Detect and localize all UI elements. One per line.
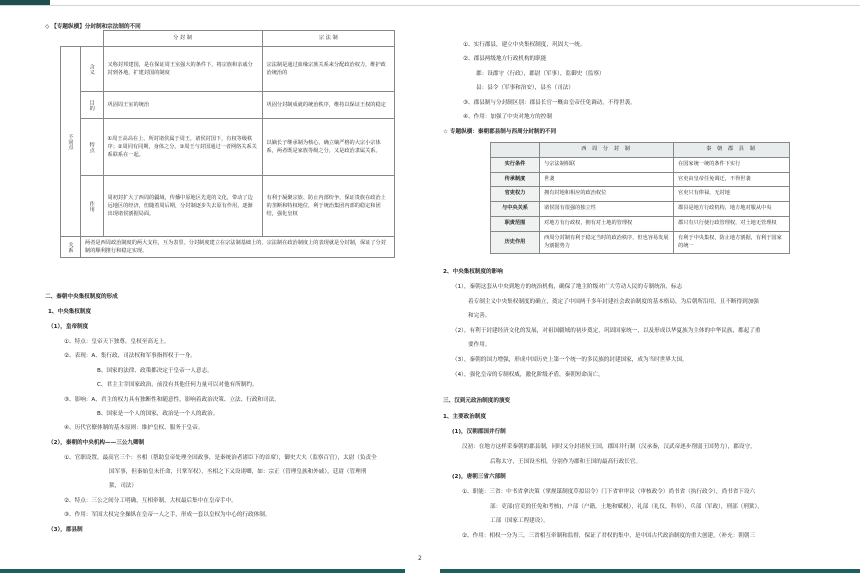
subsection-heading: （1），皇帝制度: [48, 324, 89, 330]
t2-cell: 西周分封制有利于稳定当时的政治秩序，但也容易发展为割据势力: [540, 231, 674, 254]
text-line: 县：县令（军事和治安），县丞（司法）: [476, 85, 574, 91]
page-number: 2: [418, 555, 422, 562]
text-line: （1），秦朝这套从中央到地方的统治机构，确保了地主阶级对广大劳动人民的专制统治，标志: [452, 284, 683, 290]
subsection-heading: 1、中央集权制度: [48, 309, 92, 315]
text-line: 郡：设郡守（行政），郡尉（军事），监御史（监察）: [476, 71, 605, 77]
t2-cell: 与宗法制相联: [540, 157, 674, 172]
text-line: ②、特点：三公之间分工明确，互相牵制，大权最后集中在皇帝手中。: [64, 498, 237, 504]
junxian-fengjian-table: [490, 142, 790, 254]
table2-title: ☆ 专题纵横：秦朝郡县制与西周分封制的不同: [443, 129, 557, 135]
text-line: 要作用。: [468, 342, 491, 348]
fengjian-zongfa-table: [60, 30, 395, 258]
t1-cell: 巩固分封制成就的统治秩序，维持以保证王权的稳定: [262, 92, 395, 119]
subsection-heading: 1、主要政治制度: [443, 414, 487, 420]
t1-cell: ①周王高高在上，所封诸侯属于周王，诸侯封国下，有权等级秩序；②周同有同期，身体之分。③周王与封国通过一者网络关系关系联系在一起。: [103, 119, 262, 176]
t2-cell: 诸侯国有很强的独立性: [540, 202, 674, 217]
subsection-heading: （2），秦朝的中央机构——三公九卿制: [48, 440, 145, 446]
t2-cell: 郡只有只行使行政管理权，对土地无管理权: [674, 216, 790, 231]
t1-cell: 巩固周王室的统治: [103, 92, 262, 119]
t1-last-cell: 两者是西周政治制度的两大支柱，互为表里。分封制度建立在宗法制基础上的，宗法制在政治制度上的表现就是分封制，保证了分封制的顺利推行和稳定实现。: [81, 237, 395, 258]
t2-head-a: 西 周 分 封 制: [540, 143, 674, 158]
top-header-bar: [0, 0, 860, 16]
text-line: 后称太守，王国设丞相，分别作为郡和王国的最高行政长官。: [490, 459, 642, 465]
t1-row-label: 作用: [81, 176, 104, 237]
bottom-footer-bar: [0, 569, 860, 575]
text-line: ①、实行郡县，建立中央集权制度，巩固大一统。: [463, 42, 586, 48]
footer-bar-left: [0, 569, 405, 573]
text-line: ②、作用：相权一分为三，三省相互牵制和监督，保证了君权的集中，是中国古代政治制度的重大创建，（补充：朝朝三: [462, 533, 756, 539]
text-line: 着专制主义中央集权制度的确立，奠定了中国两千多年封建社会政治制度的基本格局，为后朝所沿用，且不断得到加强: [468, 299, 759, 305]
subsection-heading: 2、中央集权制度的影响: [443, 269, 503, 275]
text-line: B、国家的法律、政策都决定于皇帝一人意志。: [97, 368, 213, 374]
t1-row-label: 目的: [81, 92, 104, 119]
text-line: 和完善。: [468, 313, 491, 319]
t2-cell: 官吏由皇帝任免调迁，不得世袭: [674, 172, 790, 187]
subsection-heading: （3），郡县制: [48, 527, 83, 533]
text-line: B、国家是一个人的国家，政治是一个人的政治。: [97, 411, 219, 417]
t1-cell: 以嫡长子继承制为核心，确立嫡严格的大宗小宗体系，两者既是家族等级之分，又是政治隶属关系。: [262, 119, 395, 176]
t2-cell: 郡县是地方行政机构，地方地对服从中央: [674, 202, 790, 217]
t2-cell: 拥有封地和相应的政治权位: [540, 187, 674, 202]
t2-row-label: 与中央关系: [491, 202, 540, 217]
t1-row-label: 含义: [81, 47, 104, 92]
text-line: 工部（国家工程建设）。: [490, 518, 549, 524]
text-line: 狱，司法）: [109, 483, 137, 489]
t2-row-label: 实行条件: [491, 157, 540, 172]
t1-cell: 宗法制是通过血缘宗族关系来分配政治权力，维护政治统治的: [262, 47, 395, 92]
t2-row-label: 职责范围: [491, 216, 540, 231]
subsection-heading: (2)，唐朝三省六部制: [452, 474, 506, 480]
text-line: ③、郡县制与分封制区别：郡县长官一概由皇帝任免调动，不得世袭。: [463, 100, 636, 106]
text-line: ②、郡县两级地方行政机构的职能: [463, 56, 547, 62]
t2-cell: 官吏只有俸禄，无封地: [674, 187, 790, 202]
t1-head-b: 宗 法 制: [262, 31, 395, 47]
t2-row-label: 官吏权力: [491, 187, 540, 202]
text-line: C、君主主宰国家政治，前没有其他任何力量可以对他有所制约。: [97, 382, 258, 388]
t1-cell: 周初封扩大了西周的疆域，传播中原地区先进的文化，带动了边远地区的经济，但随着周后期，分封制逐步失去原有作用，逐渐出现诸侯割据局面。: [103, 176, 262, 237]
section2-title: 二、秦朝中央集权制度的形成: [45, 294, 118, 300]
t2-cell: 世袭: [540, 172, 674, 187]
text-line: ③、影响：A、君主的权力具有独断性和随意性，影响着政治决策、立法、行政和司法。: [64, 397, 280, 403]
text-line: ④、作用：加强了中央对地方的控制: [463, 114, 552, 120]
text-line: （4），强化皇帝的专制权威，激化阶级矛盾，秦朝短命而亡。: [452, 372, 604, 378]
text-line: 部：吏部(官吏的任免和考核)，户部（户籍，土地和赋税），礼部（礼仪，科举），兵部（军政），刑部（刑狱），: [490, 504, 763, 510]
text-line: （2），有利于封建经济文化的发展，对祖国疆域的初步奠定，巩固国家统一，以及形成以华夏族为主体的中华民族，都起了重: [452, 328, 761, 334]
t1-last-label: 关系: [61, 237, 81, 258]
text-line: ①、职能：三省：中书省拿决策（掌规谋制度草拟诏令）门下省审审议（审核政令）尚书省（执行政令），尚书省下设六: [462, 489, 756, 495]
footer-bar-right: [440, 569, 860, 573]
text-line: ②、表现：A、集行政、司法权和军事指挥权于一身。: [64, 353, 196, 359]
t2-row-label: 传承制度: [491, 172, 540, 187]
t1-cell: 有利于凝聚宗族、防止内部纷争，保证贵族在政治上的垄断和特权地位，利于统治集团内部的稳定和团结，强化皇权: [262, 176, 395, 237]
subsection-heading: (1)，汉朝郡国并行制: [452, 429, 506, 435]
t1-group-label: 不同点: [61, 47, 81, 237]
text-line: 汉初：在地方这样采秦朝的郡县制，同时又分封诸侯王国，郡国并行制（汉承秦，汉武帝逐步削弱王国势力），郡设守，: [462, 444, 756, 450]
t1-cell: 又称封邦建国，是在保证周王室强大的条件下，将宗族和亲戚分封到各地，扩建封国的制度: [103, 47, 262, 92]
t2-head-b: 秦 朝 郡 县 制: [674, 143, 790, 158]
text-line: 国军事，但秦始皇未任命，只掌军权），丞相之下又设诸卿，如：宗正（管理皇族和外戚），廷尉（管理刑: [109, 469, 367, 475]
t2-cell: 有利于中央集权，防止地方割据，有利于国家的统一: [674, 231, 790, 254]
t1-row-label: 特点: [81, 119, 104, 176]
text-line: ①、官职设置，最高官三个：丞相（帮助皇帝处理全国政事，是秦统治者诸臣下的首席），御史大夫（监察百官），太尉（负责全: [64, 455, 377, 461]
t2-row-label: 历史作用: [491, 231, 540, 254]
text-line: ③、作用：军国大权完全操纵在皇帝一人之手，形成一套以皇权为中心的行政体制。: [64, 512, 271, 518]
header-divider: [0, 5, 860, 6]
t1-head-a: 分 封 制: [103, 31, 262, 47]
section3-title: 三、汉到元政治制度的演变: [443, 398, 511, 404]
t2-cell: 在国家统一统的条件下实行: [674, 157, 790, 172]
t2-cell: 对地方有行政权，拥有对土地的管理权: [540, 216, 674, 231]
text-line: ①、特点：皇帝天下独尊，皇权至高无上。: [64, 339, 170, 345]
text-line: ④、历代官僚体制的基本原则：维护皇权、服务于皇帝。: [64, 425, 204, 431]
text-line: （3），秦朝的国力增强，形成中国历史上第一个统一的多民族的封建国家，成为当时世界大国。: [452, 357, 688, 363]
table1-title: ◇ 【专题纵横】分封制和宗法制的不同: [45, 24, 141, 30]
